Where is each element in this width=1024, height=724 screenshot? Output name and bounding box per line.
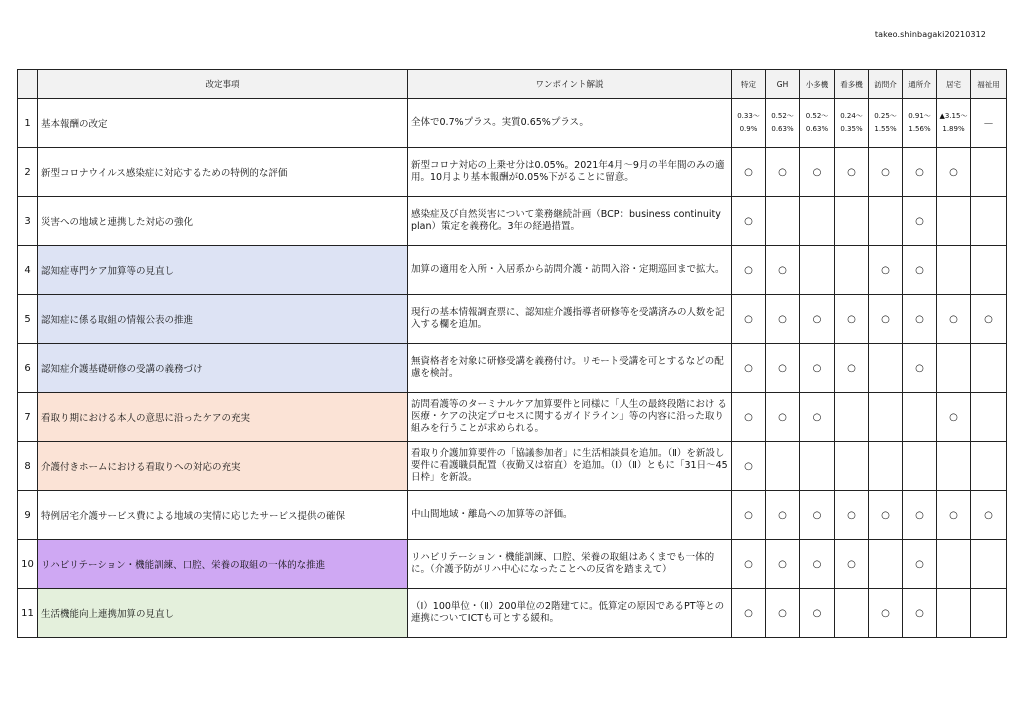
rate-range-start: 0.52～ bbox=[805, 111, 829, 120]
header-service: 看多機 bbox=[835, 70, 869, 99]
empty-cell bbox=[971, 197, 1007, 246]
applicable-circle: ○ bbox=[903, 148, 937, 197]
applicable-circle: ○ bbox=[732, 589, 766, 638]
applicable-circle: ○ bbox=[800, 148, 835, 197]
applicable-circle: ○ bbox=[971, 491, 1007, 540]
table-row bbox=[18, 393, 1007, 442]
empty-cell bbox=[937, 344, 971, 393]
applicable-circle: ○ bbox=[800, 344, 835, 393]
table-header bbox=[18, 70, 1007, 99]
revision-item: 災害への地域と連携した対応の強化 bbox=[38, 197, 408, 246]
applicable-circle: ○ bbox=[869, 491, 903, 540]
header-service: 福祉用 bbox=[971, 70, 1007, 99]
rate-range-start: 0.25～ bbox=[874, 111, 897, 120]
applicable-circle: ○ bbox=[869, 589, 903, 638]
applicable-circle: ○ bbox=[800, 393, 835, 442]
row-number: 4 bbox=[18, 246, 38, 295]
table-row bbox=[18, 197, 1007, 246]
header-service: 小多機 bbox=[800, 70, 835, 99]
applicable-circle: ○ bbox=[800, 491, 835, 540]
applicable-circle: ○ bbox=[732, 246, 766, 295]
revision-item: 特例居宅介護サービス費による地域の実情に応じたサービス提供の確保 bbox=[38, 491, 408, 540]
rate-range-end: 0.9% bbox=[739, 125, 758, 133]
header-num bbox=[18, 70, 38, 99]
applicable-circle: ○ bbox=[732, 491, 766, 540]
applicable-circle: ○ bbox=[835, 540, 869, 589]
table-row bbox=[18, 491, 1007, 540]
empty-cell bbox=[835, 393, 869, 442]
applicable-circle: ○ bbox=[937, 295, 971, 344]
applicable-circle: ○ bbox=[835, 491, 869, 540]
row-number: 10 bbox=[18, 540, 38, 589]
empty-cell bbox=[971, 344, 1007, 393]
applicable-circle: ○ bbox=[732, 344, 766, 393]
rate-range-start: 0.91～ bbox=[908, 111, 931, 120]
applicable-circle: ○ bbox=[766, 491, 800, 540]
empty-cell bbox=[971, 589, 1007, 638]
header-service: 訪問介 bbox=[869, 70, 903, 99]
rate-cell bbox=[903, 99, 937, 148]
revision-item: 新型コロナウイルス感染症に対応するための特例的な評価 bbox=[38, 148, 408, 197]
table-row bbox=[18, 295, 1007, 344]
row-number: 9 bbox=[18, 491, 38, 540]
rate-cell bbox=[732, 99, 766, 148]
table-row bbox=[18, 540, 1007, 589]
table-row bbox=[18, 442, 1007, 491]
empty-cell bbox=[869, 442, 903, 491]
revision-item: 生活機能向上連携加算の見直し bbox=[38, 589, 408, 638]
empty-cell bbox=[869, 540, 903, 589]
one-point-explanation: 中山間地域・離島への加算等の評価。 bbox=[408, 491, 732, 540]
rate-range-end: 0.35% bbox=[840, 125, 863, 133]
applicable-circle: ○ bbox=[903, 540, 937, 589]
revision-item: リハビリテーション・機能訓練、口腔、栄養の取組の一体的な推進 bbox=[38, 540, 408, 589]
empty-cell bbox=[937, 442, 971, 491]
applicable-circle: ○ bbox=[732, 540, 766, 589]
empty-cell bbox=[971, 148, 1007, 197]
applicable-circle: ○ bbox=[800, 589, 835, 638]
empty-cell bbox=[971, 442, 1007, 491]
empty-cell bbox=[835, 246, 869, 295]
applicable-circle: ○ bbox=[903, 491, 937, 540]
rate-cell bbox=[937, 99, 971, 148]
one-point-explanation: 現行の基本情報調査票に、認知症介護指導者研修等を受講済みの人数を記入する欄を追加。 bbox=[408, 295, 732, 344]
empty-cell bbox=[869, 344, 903, 393]
one-point-explanation: 無資格者を対象に研修受講を義務付け。リモート受講を可とするなどの配慮を検討。 bbox=[408, 344, 732, 393]
row-number: 6 bbox=[18, 344, 38, 393]
applicable-circle: ○ bbox=[732, 197, 766, 246]
empty-cell bbox=[869, 393, 903, 442]
row-number: 11 bbox=[18, 589, 38, 638]
header-service: 通所介 bbox=[903, 70, 937, 99]
applicable-circle: ○ bbox=[732, 295, 766, 344]
table-row bbox=[18, 589, 1007, 638]
row-number: 3 bbox=[18, 197, 38, 246]
document-id: takeo.shinbagaki20210312 bbox=[874, 30, 986, 39]
applicable-circle: ○ bbox=[800, 540, 835, 589]
applicable-circle: ○ bbox=[937, 393, 971, 442]
applicable-circle: ○ bbox=[937, 491, 971, 540]
one-point-explanation: （Ⅰ）100単位・（Ⅱ）200単位の2階建てに。低算定の原因であるPT等との連携についてICTも可とする緩和。 bbox=[408, 589, 732, 638]
rate-range-end: 1.56% bbox=[908, 125, 931, 133]
revision-table bbox=[17, 69, 1007, 638]
one-point-explanation: 全体で0.7%プラス。実質0.65%プラス。 bbox=[408, 99, 732, 148]
revision-item: 基本報酬の改定 bbox=[38, 99, 408, 148]
applicable-circle: ○ bbox=[766, 246, 800, 295]
revision-item: 認知症介護基礎研修の受講の義務づけ bbox=[38, 344, 408, 393]
rate-cell bbox=[766, 99, 800, 148]
applicable-circle: ○ bbox=[903, 246, 937, 295]
applicable-circle: ○ bbox=[937, 148, 971, 197]
header-service: 居宅 bbox=[937, 70, 971, 99]
rate-range-start: ▲3.15～ bbox=[939, 111, 968, 120]
one-point-explanation: 感染症及び自然災害について業務継続計画（BCP：business continuity plan）策定を義務化。3年の経過措置。 bbox=[408, 197, 732, 246]
revision-item: 認知症専門ケア加算等の見直し bbox=[38, 246, 408, 295]
empty-cell bbox=[800, 246, 835, 295]
rate-range-start: 0.33～ bbox=[737, 111, 760, 120]
empty-cell bbox=[766, 197, 800, 246]
applicable-circle: ○ bbox=[766, 295, 800, 344]
applicable-circle: ○ bbox=[800, 295, 835, 344]
one-point-explanation: 新型コロナ対応の上乗せ分は0.05%。2021年4月～9月の半年間のみの適用。10月より基本報酬が0.05%下がることに留意。 bbox=[408, 148, 732, 197]
applicable-circle: ○ bbox=[766, 344, 800, 393]
applicable-circle: ○ bbox=[869, 246, 903, 295]
header-item: 改定事項 bbox=[38, 70, 408, 99]
empty-cell bbox=[937, 540, 971, 589]
applicable-circle: ○ bbox=[732, 393, 766, 442]
applicable-circle: ○ bbox=[971, 295, 1007, 344]
empty-cell bbox=[835, 589, 869, 638]
table-row bbox=[18, 344, 1007, 393]
empty-cell bbox=[971, 540, 1007, 589]
applicable-circle: ○ bbox=[835, 295, 869, 344]
table-row bbox=[18, 246, 1007, 295]
applicable-circle: ○ bbox=[732, 148, 766, 197]
applicable-circle: ○ bbox=[869, 148, 903, 197]
empty-cell bbox=[800, 197, 835, 246]
empty-cell bbox=[903, 393, 937, 442]
rate-cell bbox=[869, 99, 903, 148]
applicable-circle: ○ bbox=[766, 148, 800, 197]
not-applicable-dash: － bbox=[971, 99, 1007, 148]
applicable-circle: ○ bbox=[835, 344, 869, 393]
applicable-circle: ○ bbox=[903, 197, 937, 246]
one-point-explanation: 加算の適用を入所・入居系から訪問介護・訪問入浴・定期巡回まで拡大。 bbox=[408, 246, 732, 295]
rate-range-end: 0.63% bbox=[771, 125, 794, 133]
row-number: 1 bbox=[18, 99, 38, 148]
rate-range-end: 1.89% bbox=[942, 125, 965, 133]
empty-cell bbox=[903, 442, 937, 491]
table-row bbox=[18, 148, 1007, 197]
row-number: 5 bbox=[18, 295, 38, 344]
one-point-explanation: 訪問看護等のターミナルケア加算要件と同様に「人生の最終段階におけ る医療・ケアの決定プロセスに関するガイドライン」等の内容に沿った取り組みを行うことが求められる。 bbox=[408, 393, 732, 442]
empty-cell bbox=[971, 246, 1007, 295]
rate-range-end: 1.55% bbox=[874, 125, 897, 133]
applicable-circle: ○ bbox=[766, 589, 800, 638]
empty-cell bbox=[869, 197, 903, 246]
rate-cell bbox=[835, 99, 869, 148]
rate-range-start: 0.24～ bbox=[840, 111, 863, 120]
one-point-explanation: リハビリテーション・機能訓練、口腔、栄養の取組はあくまでも一体的に。（介護予防がリハ中心になったことへの反省を踏まえて） bbox=[408, 540, 732, 589]
rate-cell bbox=[800, 99, 835, 148]
applicable-circle: ○ bbox=[869, 295, 903, 344]
applicable-circle: ○ bbox=[903, 295, 937, 344]
one-point-explanation: 看取り介護加算要件の「協議参加者」に生活相談員を追加。（Ⅱ）を新設し要件に看護職員配置（夜勤又は宿直）を追加。（Ⅰ）（Ⅱ）ともに「31日～45日枠」を新設。 bbox=[408, 442, 732, 491]
applicable-circle: ○ bbox=[766, 540, 800, 589]
table-body bbox=[18, 99, 1007, 638]
header-service: 特定 bbox=[732, 70, 766, 99]
header-service: GH bbox=[766, 70, 800, 99]
empty-cell bbox=[835, 442, 869, 491]
empty-cell bbox=[835, 197, 869, 246]
empty-cell bbox=[937, 589, 971, 638]
table-row bbox=[18, 99, 1007, 148]
empty-cell bbox=[800, 442, 835, 491]
applicable-circle: ○ bbox=[732, 442, 766, 491]
applicable-circle: ○ bbox=[903, 589, 937, 638]
revision-item: 認知症に係る取組の情報公表の推進 bbox=[38, 295, 408, 344]
row-number: 2 bbox=[18, 148, 38, 197]
rate-range-start: 0.52～ bbox=[771, 111, 794, 120]
revision-item: 看取り期における本人の意思に沿ったケアの充実 bbox=[38, 393, 408, 442]
header-point: ワンポイント解説 bbox=[408, 70, 732, 99]
rate-range-end: 0.63% bbox=[805, 125, 829, 133]
empty-cell bbox=[971, 393, 1007, 442]
row-number: 7 bbox=[18, 393, 38, 442]
revision-item: 介護付きホームにおける看取りへの対応の充実 bbox=[38, 442, 408, 491]
empty-cell bbox=[937, 197, 971, 246]
row-number: 8 bbox=[18, 442, 38, 491]
applicable-circle: ○ bbox=[903, 344, 937, 393]
empty-cell bbox=[937, 246, 971, 295]
applicable-circle: ○ bbox=[835, 148, 869, 197]
applicable-circle: ○ bbox=[766, 393, 800, 442]
empty-cell bbox=[766, 442, 800, 491]
